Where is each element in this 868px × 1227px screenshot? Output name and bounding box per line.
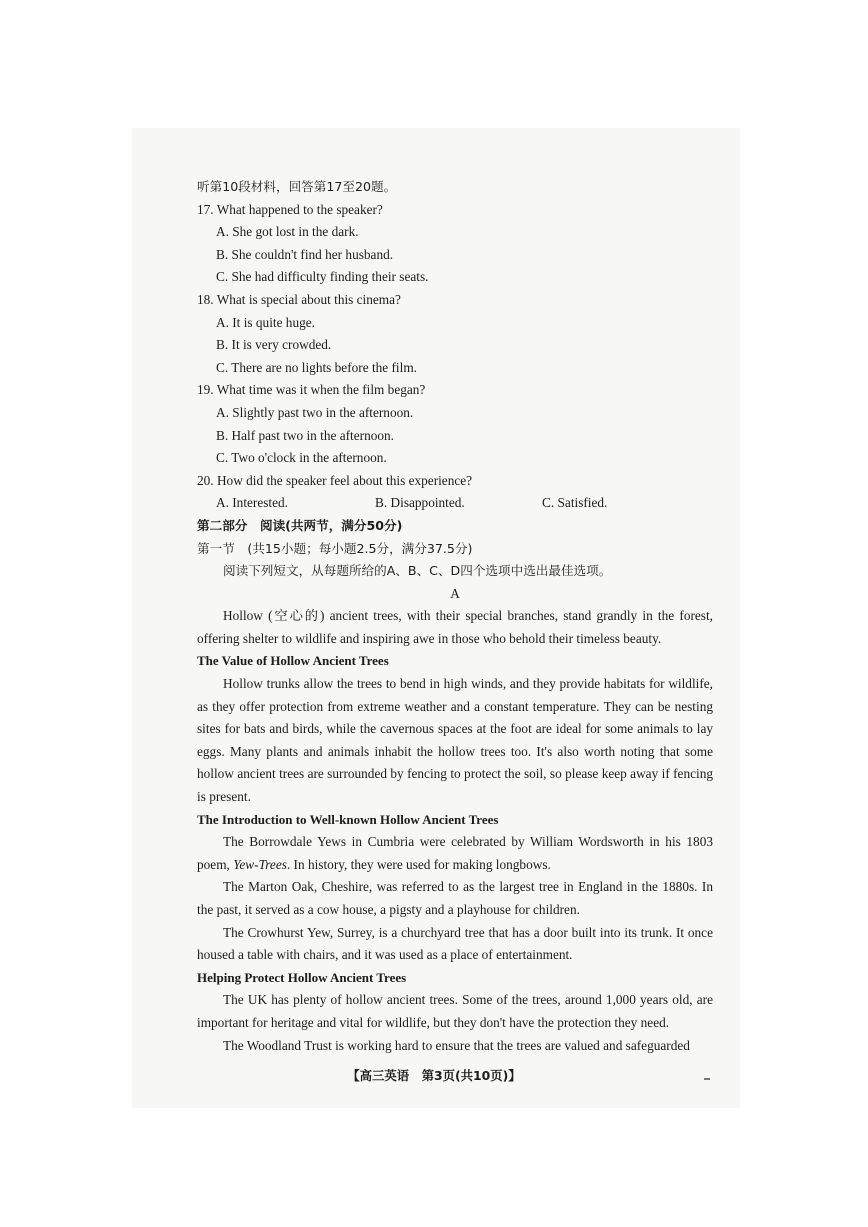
paragraph-text: The Woodland Trust is working hard to ensure that the trees are valued and safeguarded xyxy=(223,1037,690,1053)
paragraph-text: The Crowhurst Yew, Surrey, is a churchyard tree that has a door built into its trunk. It once housed a table with chairs, and it was used as a place of entertainment. xyxy=(197,924,713,963)
answer-option: A. Interested. xyxy=(216,495,288,511)
passage-label: A xyxy=(450,585,460,601)
section-title: 第一节 (共15小题；每小题2.5分，满分37.5分) xyxy=(197,540,473,556)
passage-paragraph xyxy=(197,989,713,1034)
paragraph-text: The UK has plenty of hollow ancient trees. Some of the trees, around 1,000 years old, are important for heritage and vital for wildlife, but they don't have the protection they need. xyxy=(197,992,713,1030)
passage-heading: Helping Protect Hollow Ancient Trees xyxy=(197,969,407,985)
passage-paragraph xyxy=(197,673,713,809)
paragraph-text: . In history, they were used for making longbows. xyxy=(286,856,551,872)
answer-option: A. She got lost in the dark. xyxy=(216,224,359,240)
reading-instruction: 阅读下列短文，从每题所给的A、B、C、D四个选项中选出最佳选项。 xyxy=(223,563,612,579)
answer-option: A. Slightly past two in the afternoon. xyxy=(216,404,414,420)
paragraph-text: The Borrowdale Yews in Cumbria were celebrated by William Wordsworth in his 1803 poem, xyxy=(197,834,713,872)
page-content xyxy=(197,176,713,1057)
passage-paragraph xyxy=(197,922,713,967)
passage-heading: The Introduction to Well-known Hollow Ancient Trees xyxy=(197,811,499,827)
passage-paragraph xyxy=(197,831,713,876)
passage-paragraph xyxy=(197,876,713,921)
answer-option: B. She couldn't find her husband. xyxy=(216,246,394,262)
question-stem: 18. What is special about this cinema? xyxy=(197,291,401,307)
passage-heading: The Value of Hollow Ancient Trees xyxy=(197,653,389,669)
answer-option: B. Half past two in the afternoon. xyxy=(216,427,394,443)
section-intro: 听第10段材料，回答第17至20题。 xyxy=(197,179,397,194)
poem-title: Yew-Trees xyxy=(233,856,287,872)
paragraph-text: Hollow (空心的) ancient trees, with their special branches, stand grandly in the forest, offering shelter to wildlife and inspiring awe in those who behold their timeless beauty. xyxy=(197,608,713,646)
question-stem: 20. How did the speaker feel about this experience? xyxy=(197,472,473,488)
answer-option: B. Disappointed. xyxy=(375,495,465,511)
page-footer: 【高三英语 第3页(共10页)】 xyxy=(347,1068,521,1083)
answer-option: C. There are no lights before the film. xyxy=(216,359,417,375)
answer-options-row xyxy=(197,492,713,515)
answer-option: B. It is very crowded. xyxy=(216,337,332,353)
question-stem: 17. What happened to the speaker? xyxy=(197,201,383,217)
passage-intro xyxy=(197,605,713,650)
answer-option: C. Satisfied. xyxy=(542,495,608,511)
answer-option: C. She had difficulty finding their seats. xyxy=(216,269,429,285)
paragraph-text: Hollow trunks allow the trees to bend in high winds, and they provide habitats for wildlife, as they offer protection from extreme weather and a constant temperature. They can be nesting sites for bats and birds, while the cavernous spaces at the foot are ideal for some animals to lay eggs. Many plants and animals inhabit the hollow trees too. It's also worth noting that some hollow ancient trees are surrounded by fencing to protect the soil, so please keep away if fencing is present. xyxy=(197,676,713,805)
part-title: 第二部分 阅读(共两节，满分50分) xyxy=(197,517,403,533)
answer-option: A. It is quite huge. xyxy=(216,314,315,330)
paragraph-text: The Marton Oak, Cheshire, was referred to as the largest tree in England in the 1880s. In the past, it served as a cow house, a pigsty and a playhouse for children. xyxy=(197,879,713,917)
question-stem: 19. What time was it when the film began? xyxy=(197,382,426,398)
passage-paragraph xyxy=(197,1035,713,1058)
scan-speck xyxy=(704,1078,710,1080)
answer-option: C. Two o'clock in the afternoon. xyxy=(216,450,387,466)
